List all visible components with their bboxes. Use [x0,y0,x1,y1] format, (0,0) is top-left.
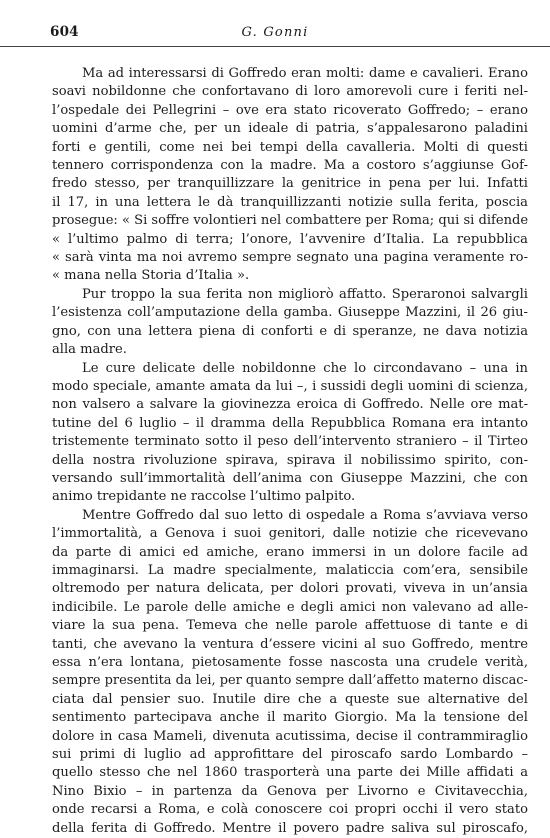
text-line: Nino Bixio – in partenza da Genova per Livorno e Civitavecchia, [52,783,528,799]
text-line: non valsero a salvare la giovinezza eroica di Goffredo. Nelle ore mat- [52,397,528,413]
page-header [0,20,550,47]
text-line: oltremodo per natura delicata, per dolori provati, viveva in un’ansia [52,581,528,597]
text-line: l’immortalità, a Genova i suoi genitori, dalle notizie che ricevevano [52,526,528,542]
text-line: da parte di amici ed amiche, erano immersi in un dolore facile ad [52,544,528,560]
text-line: Le cure delicate delle nobildonne che lo circondavano – una in [82,360,528,376]
text-line: animo trepidante ne raccolse l’ultimo palpito. [52,489,356,505]
text-line: sui primi di luglio ad approfittare del piroscafo sardo Lombardo – [52,747,528,763]
text-line: dolore in casa Mameli, divenuta acutissima, decise il contrammiraglio [52,728,528,744]
text-line: soavi nobildonne che confortavano di loro amorevoli cure i feriti nel- [52,84,528,100]
text-line: Pur troppo la sua ferita non migliorò affatto. Speraronoi salvargli [82,286,528,302]
text-line: Mentre Goffredo dal suo letto di ospedale a Roma s’avviava verso [82,507,528,523]
body-text [52,65,528,838]
text-line: « mana nella Storia d’Italia ». [52,268,250,284]
text-line: prosegue: « Si soffre volontieri nel combattere per Roma; qui si difende [52,213,529,229]
text-line: tennero corrispondenza con la madre. Ma a costoro s’aggiunse Gof- [52,158,528,174]
text-line: tutine del 6 luglio – il dramma della Repubblica Romana era intanto [52,415,528,431]
text-line: della nostra rivoluzione spirava, spirava il nobilissimo spirito, con- [52,452,528,468]
text-line: ciata dal pensier suo. Inutile dire che a queste sue alternative del [52,691,528,707]
page-number: 604 [50,24,79,40]
text-line: tristemente terminato sotto il peso dell’intervento straniero – il Tirteo [52,434,528,450]
text-line: della ferita di Goffredo. Mentre il povero padre saliva sul piroscafo, [52,820,528,836]
text-line: l’esistenza coll’amputazione della gamba. Giuseppe Mazzini, il 26 giu- [52,305,528,321]
text-line: essa n’era lontana, pietosamente fosse nascosta una crudele verità, [52,655,528,670]
text-line: forti e gentili, come nei bei tempi della cavalleria. Molti di questi [52,139,528,155]
text-line: alla madre. [52,342,127,358]
text-line: quello stesso che nel 1860 trasporterà una parte dei Mille affidati a [52,765,528,781]
text-line: il 17, in una lettera le dà tranquillizzanti notizie sulla ferita, poscia [52,194,528,210]
text-line: modo speciale, amante amata da lui –, i sussidi degli uomini di scienza, [52,378,528,394]
text-line: tanti, che avevano la ventura d’essere vicini al suo Goffredo, mentre [52,636,528,652]
text-line: l’ospedale dei Pellegrini – ove era stato ricoverato Goffredo; – erano [52,102,528,118]
text-line: viare la sua pena. Temeva che nelle parole affettuose di tante e di [52,618,528,634]
text-line: Ma ad interessarsi di Goffredo eran molti: dame e cavalieri. Erano [82,66,528,81]
text-line: versando sull’immortalità dell’anima con Giuseppe Mazzini, che con [52,470,528,486]
text-line: fredo stesso, per tranquillizzare la genitrice in pena per lui. Infatti [52,176,528,192]
text-line: « l’ultimo palmo di terra; l’onore, l’avvenire d’Italia. La repubblica [52,231,528,247]
text-line: « sarà vinta ma noi avremo sempre segnato una pagina veramente ro- [52,250,528,266]
running-head: G. Gonni [241,25,309,40]
text-line: onde recarsi a Roma, e colà conoscere coi propri occhi il vero stato [52,802,528,818]
text-line: indicibile. Le parole delle amiche e degli amici non valevano ad alle- [52,599,528,615]
text-line: uomini d’arme che, per un ideale di patria, s’appalesarono paladini [52,121,528,137]
text-line: gno, con una lettera piena di conforti e di speranze, ne dava notizia [52,323,528,339]
text-line: sempre presentita da lei, per quanto sempre dall’affetto materno discac- [52,673,528,689]
text-line: sentimento partecipava anche il marito Giorgio. Ma la tensione del [52,710,528,726]
text-line: immaginarsi. La madre specialmente, malaticcia com’era, sensibile [52,562,528,578]
